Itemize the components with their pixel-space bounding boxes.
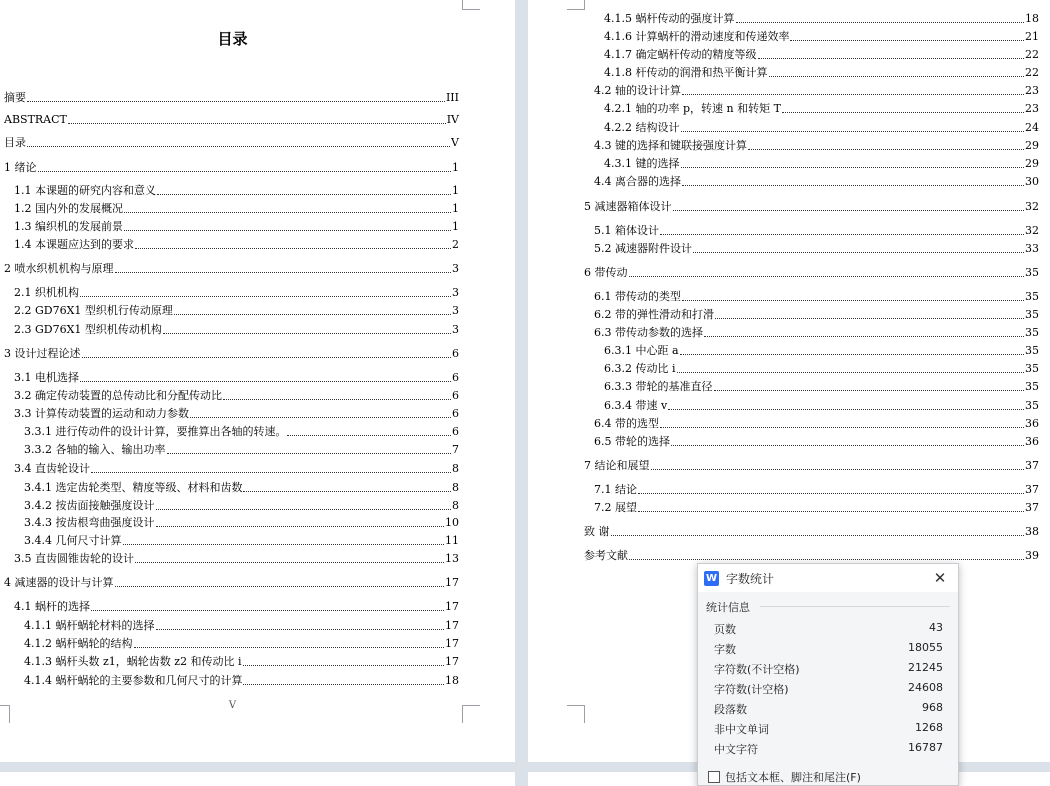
toc-entry-page: 7 [452, 443, 459, 456]
toc-entry[interactable] [594, 433, 1039, 449]
toc-entry-page: 35 [1025, 308, 1039, 321]
stat-value: 16787 [908, 741, 943, 754]
toc-leader-dots [134, 647, 445, 648]
toc-entry[interactable] [594, 137, 1039, 153]
toc-entry-page: 1 [452, 220, 459, 233]
toc-entry[interactable] [24, 617, 459, 633]
toc-leader-dots [80, 381, 451, 382]
toc-entry-text: 5.1 箱体设计 [594, 224, 659, 237]
toc-leader-dots [167, 453, 452, 454]
toc-entry-text: 4.4 离合器的选择 [594, 175, 681, 188]
toc-entry[interactable] [604, 28, 1039, 44]
toc-leader-dots [769, 76, 1025, 77]
include-textbox-footnotes-checkbox[interactable] [708, 769, 861, 785]
toc-entry-page: 37 [1025, 459, 1039, 472]
toc-entry-text: 7.2 展望 [594, 501, 637, 514]
toc-entry-page: IV [446, 113, 459, 126]
toc-entry-text: 3.3 计算传动装置的运动和动力参数 [14, 407, 189, 420]
toc-leader-dots [156, 629, 445, 630]
stats-section-label: 统计信息 [706, 601, 750, 614]
toc-entry-page: 32 [1025, 224, 1039, 237]
toc-leader-dots [27, 101, 445, 102]
toc-leader-dots [682, 300, 1024, 301]
stat-row [714, 721, 943, 737]
toc-leader-dots [704, 336, 1024, 337]
toc-entry-page: 17 [445, 655, 459, 668]
toc-leader-dots [115, 586, 445, 587]
toc-entry[interactable] [594, 82, 1039, 98]
toc-entry-text: 2.1 织机机构 [14, 286, 79, 299]
page-number: V [228, 700, 237, 711]
toc-entry-text: 3.4.3 按齿根弯曲强度设计 [24, 516, 155, 529]
toc-entry[interactable] [594, 499, 1039, 515]
toc-entry-text: 6.3.3 带轮的基准直径 [604, 380, 713, 393]
toc-entry-page: 18 [1025, 12, 1039, 25]
toc-entry[interactable] [14, 284, 459, 300]
toc-entry[interactable] [14, 369, 459, 385]
toc-entry[interactable] [584, 264, 1039, 280]
stat-label: 页数 [714, 623, 736, 636]
toc-entry[interactable] [14, 218, 459, 234]
toc-leader-dots [693, 252, 1024, 253]
toc-entry-page: 37 [1025, 483, 1039, 496]
toc-leader-dots [758, 58, 1025, 59]
toc-entry[interactable] [594, 222, 1039, 238]
toc-entry-page: 33 [1025, 242, 1039, 255]
dialog-titlebar[interactable] [698, 564, 958, 592]
toc-entry[interactable] [24, 532, 459, 548]
next-page-strip [0, 772, 515, 786]
toc-entry-text: 6.1 带传动的类型 [594, 290, 681, 303]
toc-entry-page: 3 [452, 286, 459, 299]
toc-leader-dots [748, 149, 1024, 150]
toc-entry[interactable] [604, 360, 1039, 376]
toc-entry-page: 22 [1025, 48, 1039, 61]
toc-entry-page: 6 [452, 425, 459, 438]
toc-entry-page: 39 [1025, 549, 1039, 562]
toc-entry-text: 6.3 带传动参数的选择 [594, 326, 703, 339]
toc-leader-dots [82, 357, 452, 358]
toc-entry[interactable] [594, 173, 1039, 189]
toc-entry-text: 6.3.1 中心距 a [604, 344, 679, 357]
toc-entry-text: 摘要 [4, 91, 26, 104]
toc-entry-page: 17 [445, 576, 459, 589]
toc-entry[interactable] [24, 497, 459, 513]
toc-entry-page: 3 [452, 262, 459, 275]
toc-entry-page: 1 [452, 161, 459, 174]
toc-entry-page: 11 [445, 534, 459, 547]
toc-entry-page: 35 [1025, 362, 1039, 375]
toc-entry-text: 3.3.1 进行传动件的设计计算，要推算出各轴的转速。 [24, 425, 287, 438]
toc-entry-page: 38 [1025, 525, 1039, 538]
toc-leader-dots [682, 94, 1024, 95]
toc-entry-page: 18 [445, 674, 459, 687]
toc-entry-page: 13 [445, 552, 459, 565]
stat-row [714, 661, 943, 677]
toc-entry-page: 23 [1025, 102, 1039, 115]
toc-entry[interactable] [604, 342, 1039, 358]
toc-entry-page: III [445, 91, 459, 104]
toc-entry-page: V [451, 136, 459, 149]
toc-entry[interactable] [14, 302, 459, 318]
stat-label: 段落数 [714, 703, 747, 716]
stat-value: 968 [922, 701, 943, 714]
toc-entry-text: 7 结论和展望 [584, 459, 650, 472]
toc-entry-page: 6 [452, 407, 459, 420]
toc-leader-dots [157, 194, 451, 195]
toc-leader-dots [91, 472, 451, 473]
toc-entry[interactable] [604, 119, 1039, 135]
toc-entry[interactable] [604, 378, 1039, 394]
toc-entry-text: 6.3.4 带速 v [604, 399, 668, 412]
toc-entry[interactable] [14, 405, 459, 421]
stat-row [714, 681, 943, 697]
toc-entry-text: 致 谢 [584, 525, 610, 538]
toc-entry-page: 29 [1025, 139, 1039, 152]
toc-entry-text: 6.2 带的弹性滑动和打滑 [594, 308, 714, 321]
toc-entry[interactable] [24, 479, 459, 495]
toc-entry-page: 2 [452, 238, 459, 251]
checkbox-icon[interactable] [708, 771, 720, 783]
toc-entry-page: 3 [452, 304, 459, 317]
toc-entry[interactable] [4, 134, 459, 150]
toc-entry-page: 35 [1025, 290, 1039, 303]
toc-entry-text: 6 带传动 [584, 266, 628, 279]
toc-entry-text: 7.1 结论 [594, 483, 637, 496]
toc-leader-dots [681, 131, 1025, 132]
toc-entry-text: 参考文献 [584, 549, 628, 562]
checkbox-label: 包括文本框、脚注和尾注(F) [725, 771, 861, 784]
toc-entry[interactable] [14, 236, 459, 252]
toc-entry-text: 5 减速器箱体设计 [584, 200, 672, 213]
toc-entry[interactable] [594, 306, 1039, 322]
toc-leader-dots [629, 276, 1025, 277]
toc-leader-dots [91, 610, 444, 611]
toc-leader-dots [243, 684, 444, 685]
toc-entry-text: 4.1.3 蜗杆头数 z1，蜗轮齿数 z2 和传动比 i [24, 655, 242, 668]
toc-entry-text: 4.1 蜗杆的选择 [14, 600, 90, 613]
stat-row [714, 741, 943, 757]
toc-entry-text: 3.4 直齿轮设计 [14, 462, 90, 475]
document-page-left [0, 0, 515, 762]
page-corner-mark [567, 0, 585, 10]
toc-entry[interactable] [594, 324, 1039, 340]
toc-entry-text: 6.4 带的选型 [594, 417, 659, 430]
toc-entry-text: 目录 [4, 136, 26, 149]
toc-entry[interactable] [584, 523, 1039, 539]
dialog-title: 字数统计 [726, 571, 775, 586]
toc-entry-text: 2 喷水织机机构与原理 [4, 262, 114, 275]
toc-leader-dots [243, 665, 444, 666]
stat-value: 43 [929, 621, 943, 634]
toc-entry[interactable] [604, 397, 1039, 413]
toc-leader-dots [115, 272, 452, 273]
toc-entry-page: 1 [452, 202, 459, 215]
stat-label: 非中文单词 [714, 723, 769, 736]
toc-entry[interactable] [594, 415, 1039, 431]
toc-entry[interactable] [14, 321, 459, 337]
toc-entry-text: 3 设计过程论述 [4, 347, 81, 360]
stat-label: 中文字符 [714, 743, 758, 756]
toc-entry[interactable] [14, 598, 459, 614]
toc-entry-text: 4.1.5 蜗杆传动的强度计算 [604, 12, 735, 25]
toc-entry[interactable] [4, 574, 459, 590]
toc-entry[interactable] [24, 635, 459, 651]
toc-entry[interactable] [24, 441, 459, 457]
toc-entry[interactable] [24, 653, 459, 669]
toc-entry-text: 4.1.7 确定蜗杆传动的精度等级 [604, 48, 757, 61]
toc-entry-text: 4.1.2 蜗杆蜗轮的结构 [24, 637, 133, 650]
toc-entry-page: 24 [1025, 121, 1039, 134]
toc-entry-text: 3.4.4 几何尺寸计算 [24, 534, 122, 547]
stat-label: 字符数(不计空格) [714, 663, 800, 676]
toc-leader-dots [714, 390, 1025, 391]
toc-leader-dots [174, 314, 451, 315]
section-divider [760, 606, 950, 607]
toc-entry-text: 4.1.6 计算蜗杆的滑动速度和传递效率 [604, 30, 790, 43]
toc-leader-dots [671, 445, 1024, 446]
toc-entry-text: 6.3.2 传动比 i [604, 362, 676, 375]
toc-leader-dots [38, 171, 452, 172]
word-count-dialog [697, 563, 959, 786]
toc-entry[interactable] [604, 64, 1039, 80]
toc-entry-page: 35 [1025, 326, 1039, 339]
toc-leader-dots [68, 123, 446, 124]
toc-entry[interactable] [24, 672, 459, 688]
stat-value: 1268 [915, 721, 943, 734]
toc-entry[interactable] [14, 387, 459, 403]
toc-entry-text: 2.2 GD76X1 型织机行传动原理 [14, 304, 173, 317]
toc-leader-dots [638, 493, 1024, 494]
stat-row [714, 641, 943, 657]
toc-entry[interactable] [604, 100, 1039, 116]
toc-entry-text: 4.1.4 蜗杆蜗轮的主要参数和几何尺寸的计算 [24, 674, 243, 687]
toc-entry-text: 5.2 减速器附件设计 [594, 242, 692, 255]
toc-entry-text: 4.1.1 蜗杆蜗轮材料的选择 [24, 619, 155, 632]
toc-entry-text: 1 绪论 [4, 161, 37, 174]
toc-leader-dots [124, 212, 451, 213]
toc-entry-text: 3.2 确定传动装置的总传动比和分配传动比 [14, 389, 222, 402]
toc-entry-text: 6.5 带轮的选择 [594, 435, 670, 448]
toc-entry[interactable] [14, 460, 459, 476]
page-corner-mark [462, 0, 480, 10]
toc-entry-page: 29 [1025, 157, 1039, 170]
toc-entry-page: 8 [452, 499, 459, 512]
toc-entry-page: 8 [452, 481, 459, 494]
stat-value: 18055 [908, 641, 943, 654]
toc-entry-page: 17 [445, 600, 459, 613]
toc-leader-dots [682, 185, 1024, 186]
toc-entry[interactable] [4, 89, 459, 105]
toc-entry-page: 10 [445, 516, 459, 529]
toc-leader-dots [736, 22, 1025, 23]
close-icon[interactable]: ✕ [933, 569, 947, 587]
toc-leader-dots [287, 435, 451, 436]
toc-leader-dots [660, 234, 1024, 235]
toc-entry[interactable] [584, 457, 1039, 473]
toc-entry-page: 22 [1025, 66, 1039, 79]
toc-entry-text: 4.2.1 轴的功率 p，转速 n 和转矩 T [604, 102, 781, 115]
toc-entry-page: 35 [1025, 380, 1039, 393]
toc-entry-text: 4.2 轴的设计计算 [594, 84, 681, 97]
stat-row [714, 701, 943, 717]
toc-entry-text: 3.1 电机选择 [14, 371, 79, 384]
toc-leader-dots [163, 333, 451, 334]
toc-entry[interactable] [4, 159, 459, 175]
toc-entry[interactable] [604, 46, 1039, 62]
toc-leader-dots [677, 372, 1025, 373]
toc-entry-text: ABSTRACT [4, 113, 67, 126]
toc-leader-dots [611, 535, 1025, 536]
toc-entry-page: 35 [1025, 344, 1039, 357]
toc-entry-page: 6 [452, 389, 459, 402]
stat-row [714, 621, 943, 637]
toc-entry-text: 3.4.1 选定齿轮类型、精度等级、材料和齿数 [24, 481, 243, 494]
toc-entry-text: 2.3 GD76X1 型织机传动机构 [14, 323, 162, 336]
toc-entry-page: 36 [1025, 417, 1039, 430]
stat-label: 字数 [714, 643, 736, 656]
toc-leader-dots [651, 469, 1025, 470]
toc-entry-page: 17 [445, 619, 459, 632]
toc-leader-dots [638, 511, 1024, 512]
toc-entry-page: 37 [1025, 501, 1039, 514]
stat-label: 字符数(计空格) [714, 683, 789, 696]
toc-entry[interactable] [584, 547, 1039, 563]
toc-leader-dots [782, 112, 1024, 113]
toc-entry-text: 4 减速器的设计与计算 [4, 576, 114, 589]
toc-leader-dots [80, 296, 451, 297]
toc-entry[interactable] [4, 260, 459, 276]
toc-leader-dots [135, 562, 444, 563]
toc-entry-page: 23 [1025, 84, 1039, 97]
toc-leader-dots [156, 526, 445, 527]
toc-entry-text: 4.3.1 键的选择 [604, 157, 680, 170]
toc-entry-text: 1.1 本课题的研究内容和意义 [14, 184, 156, 197]
toc-leader-dots [715, 318, 1024, 319]
toc-leader-dots [673, 210, 1025, 211]
toc-entry[interactable] [24, 423, 459, 439]
toc-entry-page: 1 [452, 184, 459, 197]
toc-entry-page: 30 [1025, 175, 1039, 188]
toc-entry[interactable] [594, 288, 1039, 304]
toc-entry-text: 4.3 键的选择和键联接强度计算 [594, 139, 747, 152]
toc-leader-dots [668, 409, 1024, 410]
toc-entry[interactable] [594, 481, 1039, 497]
toc-leader-dots [790, 40, 1024, 41]
toc-leader-dots [190, 417, 451, 418]
toc-title: 目录 [217, 30, 248, 48]
toc-entry-page: 8 [452, 462, 459, 475]
toc-entry[interactable] [604, 155, 1039, 171]
toc-entry[interactable] [14, 200, 459, 216]
toc-entry-page: 17 [445, 637, 459, 650]
toc-entry[interactable] [604, 10, 1039, 26]
toc-entry[interactable] [594, 240, 1039, 256]
toc-entry-page: 35 [1025, 399, 1039, 412]
toc-leader-dots [156, 509, 452, 510]
toc-leader-dots [27, 146, 450, 147]
toc-entry-text: 3.4.2 按齿面接触强度设计 [24, 499, 155, 512]
toc-entry-text: 1.2 国内外的发展概况 [14, 202, 123, 215]
toc-entry-text: 1.3 编织机的发展前景 [14, 220, 123, 233]
toc-leader-dots [124, 230, 451, 231]
toc-entry-page: 6 [452, 371, 459, 384]
toc-entry-page: 32 [1025, 200, 1039, 213]
toc-entry[interactable] [4, 345, 459, 361]
toc-entry[interactable] [4, 111, 459, 127]
toc-leader-dots [123, 544, 445, 545]
toc-entry-text: 1.4 本课题应达到的要求 [14, 238, 134, 251]
toc-entry-page: 35 [1025, 266, 1039, 279]
toc-entry-text: 3.3.2 各轴的输入、输出功率 [24, 443, 166, 456]
toc-entry-page: 36 [1025, 435, 1039, 448]
toc-entry-page: 6 [452, 347, 459, 360]
toc-entry[interactable] [584, 198, 1039, 214]
wps-logo-icon: W [705, 572, 718, 584]
toc-entry-text: 3.5 直齿圆锥齿轮的设计 [14, 552, 134, 565]
toc-entry-text: 4.2.2 结构设计 [604, 121, 680, 134]
toc-leader-dots [680, 354, 1024, 355]
toc-entry-page: 21 [1025, 30, 1039, 43]
toc-entry[interactable] [14, 550, 459, 566]
toc-leader-dots [223, 399, 451, 400]
stat-value: 24608 [908, 681, 943, 694]
page-corner-mark [567, 705, 585, 723]
toc-entry[interactable] [14, 182, 459, 198]
toc-leader-dots [243, 491, 451, 492]
toc-entry-page: 3 [452, 323, 459, 336]
toc-leader-dots [681, 167, 1025, 168]
toc-leader-dots [629, 559, 1024, 560]
stat-value: 21245 [908, 661, 943, 674]
toc-entry[interactable] [24, 514, 459, 530]
toc-entry-text: 4.1.8 杆传动的润滑和热平衡计算 [604, 66, 768, 79]
toc-leader-dots [135, 248, 451, 249]
toc-leader-dots [660, 427, 1024, 428]
